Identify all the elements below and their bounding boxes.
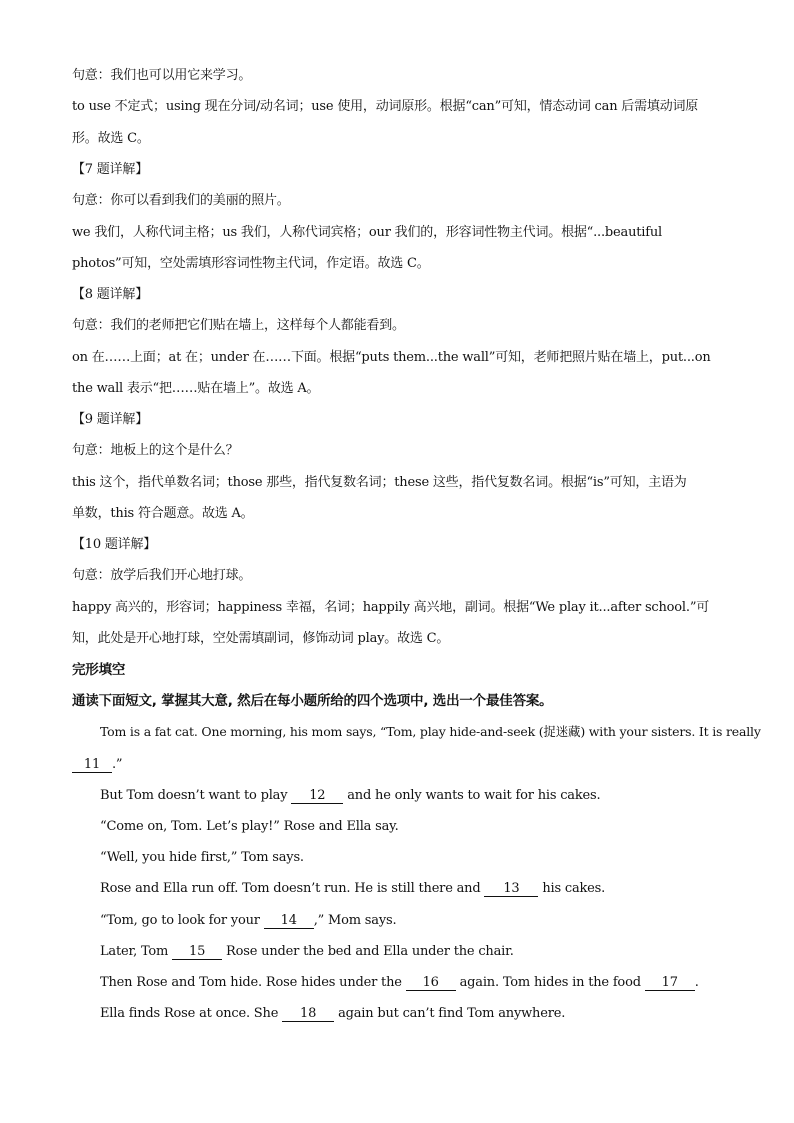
text-line: photos”可知，空处需填形容词性物主代词，作定语。故选 C。 — [72, 256, 430, 271]
question-heading: 【8 题详解】 — [72, 287, 149, 302]
passage-line: 11 .” — [72, 757, 732, 773]
text-line: 单数，this 符合题意。故选 A。 — [72, 506, 254, 521]
text-line: 句意：我们也可以用它来学习。 — [72, 68, 252, 83]
passage-line: “Tom, go to look for your 14 ,” Mom says. — [100, 913, 397, 928]
passage-line: Rose and Ella run off. Tom doesn’t run. He is still there and 13 his cakes. — [100, 881, 606, 896]
text-line: we 我们，人称代词主格；us 我们，人称代词宾格；our 我们的，形容词性物主代词。根据“...beautiful — [72, 225, 662, 240]
blank-14: 14 — [264, 913, 314, 929]
question-heading: 【10 题详解】 — [72, 537, 157, 552]
text-line: 句意：你可以看到我们的美丽的照片。 — [72, 193, 290, 208]
question-heading: 【9 题详解】 — [72, 412, 149, 427]
blank-17: 17 — [645, 975, 695, 991]
blank-16: 16 — [406, 975, 456, 991]
instruction: 通读下面短文, 掌握其大意, 然后在每小题所给的四个选项中, 选出一个最佳答案。 — [72, 693, 553, 709]
text-line: to use 不定式；using 现在分词/动名词；use 使用，动词原形。根据“can”可知，情态动词 can 后需填动词原 — [72, 99, 699, 114]
text-line: happy 高兴的，形容词；happiness 幸福，名词；happily 高兴地，副词。根据“We play it...after school.”可 — [72, 600, 710, 615]
passage-line: Tom is a fat cat. One morning, his mom says, “Tom, play hide-and-seek (捉迷藏) with your sisters. It is really — [100, 724, 761, 739]
section-title: 完形填空 — [72, 662, 126, 678]
question-heading: 【7 题详解】 — [72, 162, 149, 177]
passage-line: Later, Tom 15 Rose under the bed and Ella under the chair. — [100, 944, 514, 959]
blank-15: 15 — [172, 944, 222, 960]
text-line: the wall 表示“把……贴在墙上”。故选 A。 — [72, 381, 320, 396]
text-line: 形。故选 C。 — [72, 131, 150, 146]
text-line: 知，此处是开心地打球，空处需填副词，修饰动词 play。故选 C。 — [72, 631, 450, 646]
blank-18: 18 — [282, 1006, 334, 1022]
text-line: 句意：我们的老师把它们贴在墙上，这样每个人都能看到。 — [72, 318, 405, 333]
blank-12: 12 — [291, 788, 343, 804]
text-line: 句意：地板上的这个是什么？ — [72, 443, 239, 458]
text-line: 句意：放学后我们开心地打球。 — [72, 568, 252, 583]
text-line: this 这个，指代单数名词；those 那些，指代复数名词；these 这些，指代复数名词。根据“is”可知，主语为 — [72, 475, 687, 490]
blank-13: 13 — [484, 881, 538, 897]
blank-11: 11 — [72, 757, 112, 773]
passage-line: Then Rose and Tom hide. Rose hides under the 16 again. Tom hides in the food 17 . — [100, 975, 699, 990]
text-line: on 在……上面；at 在；under 在……下面。根据“puts them...the wall”可知，老师把照片贴在墙上，put...on — [72, 350, 711, 365]
passage-line: But Tom doesn’t want to play 12 and he only wants to wait for his cakes. — [100, 788, 601, 803]
passage-line: “Come on, Tom. Let’s play!” Rose and Ella say. — [100, 819, 399, 834]
passage-line: “Well, you hide first,” Tom says. — [100, 850, 304, 865]
passage-line: Ella finds Rose at once. She 18 again but can’t find Tom anywhere. — [100, 1006, 566, 1021]
